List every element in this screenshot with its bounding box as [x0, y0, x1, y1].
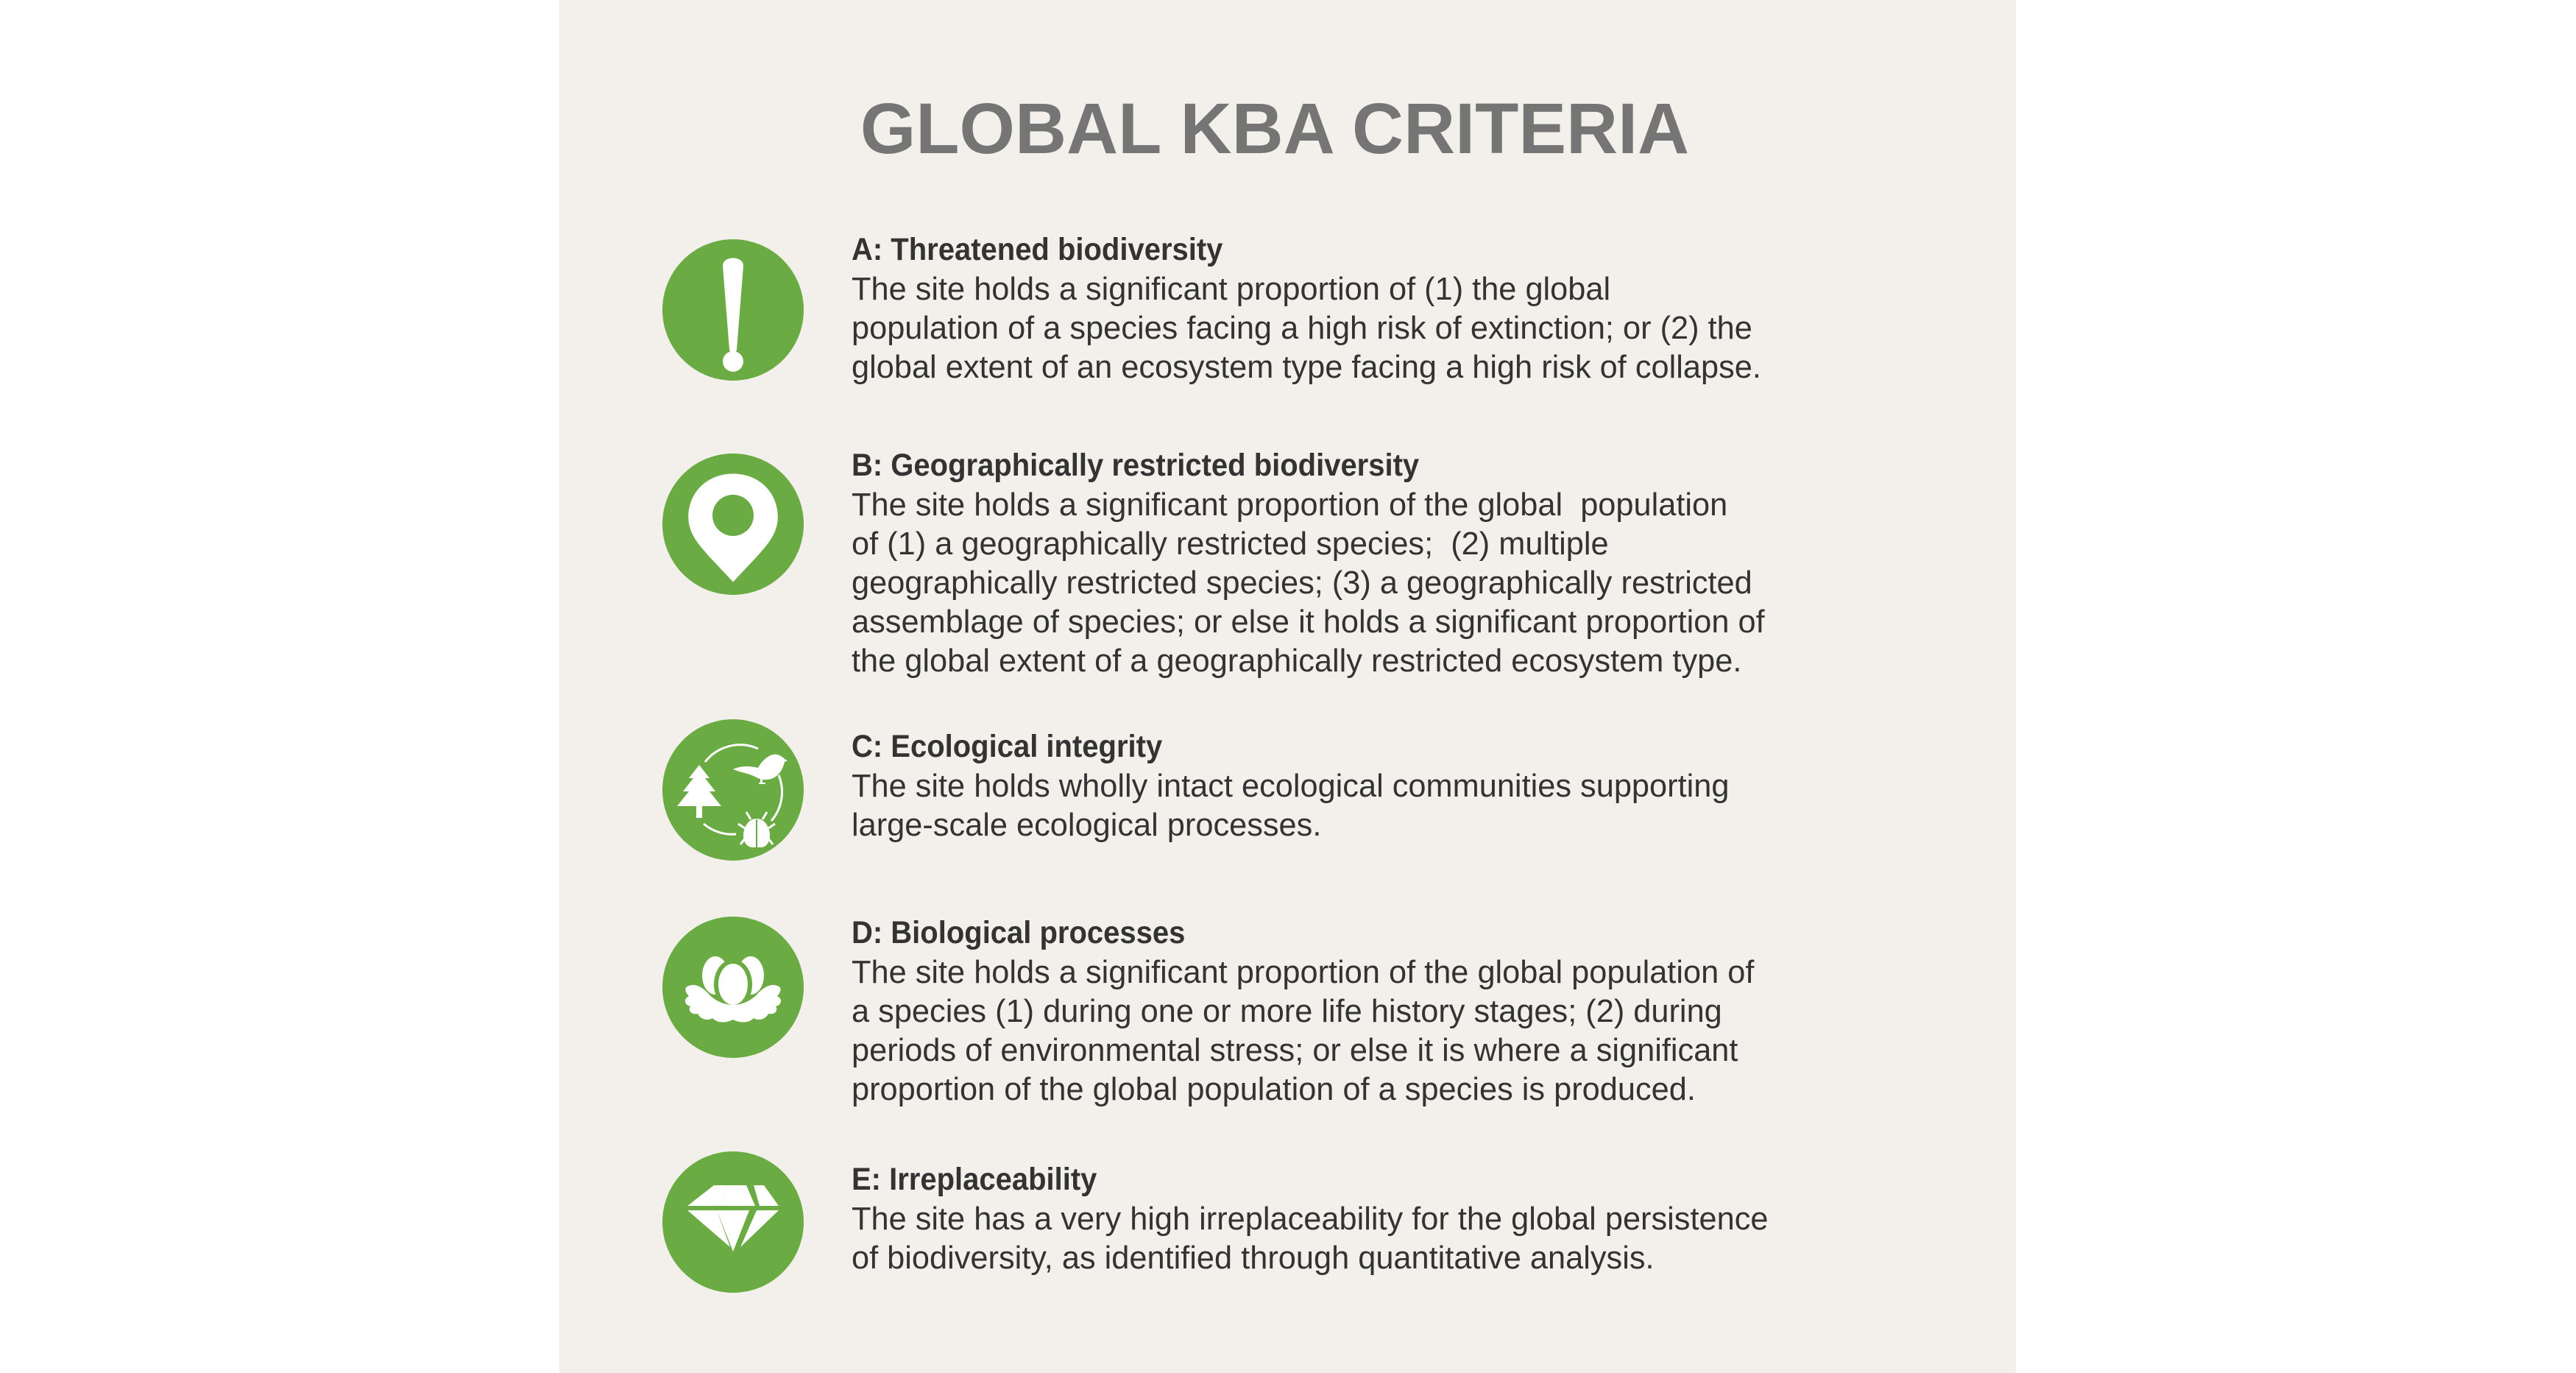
exclamation-icon: [662, 239, 804, 381]
criterion-d-heading: D: Biological processes: [852, 915, 1186, 950]
criterion-e: [852, 1160, 1956, 1277]
criterion-b-badge: [662, 453, 804, 595]
beetle-icon: [738, 812, 775, 847]
page-title: GLOBAL KBA CRITERIA: [860, 88, 1690, 169]
criterion-b-text-line: of (1) a geographically restricted species; (2) multiple: [852, 526, 1609, 562]
criterion-b-text-line: The site holds a significant proportion of the global population: [852, 487, 1728, 523]
criterion-b-heading: B: Geographically restricted biodiversity: [852, 448, 1420, 483]
criterion-d-badge: [662, 917, 804, 1058]
criterion-e-text-line: of biodiversity, as identified through quantitative analysis.: [852, 1240, 1655, 1276]
tree-icon: [677, 765, 721, 818]
criterion-b-text-line: assemblage of species; or else it holds a significant proportion of: [852, 604, 1765, 640]
criterion-b: [852, 446, 1956, 680]
criterion-a-text-line: global extent of an ecosystem type facing a high risk of collapse.: [852, 349, 1761, 385]
criterion-c-text-line: The site holds wholly intact ecological communities supporting: [852, 768, 1730, 804]
criterion-d-text-line: a species (1) during one or more life history stages; (2) during: [852, 993, 1722, 1029]
ecosystem-cycle-icon: [662, 719, 804, 861]
criterion-a: [852, 230, 1956, 387]
criterion-b-text-line: geographically restricted species; (3) a geographically restricted: [852, 565, 1752, 601]
criterion-c: [852, 727, 1956, 844]
criterion-d-text-line: The site holds a significant proportion of the global population of: [852, 954, 1755, 990]
criterion-e-text-line: The site has a very high irreplaceability for the global persistence: [852, 1201, 1769, 1237]
eggs-in-nest-icon: [662, 917, 804, 1058]
criterion-a-text-line: population of a species facing a high risk of extinction; or (2) the: [852, 310, 1752, 346]
criterion-d-text-line: periods of environmental stress; or else it is where a significant: [852, 1032, 1738, 1068]
criterion-a-heading: A: Threatened biodiversity: [852, 232, 1223, 267]
criterion-e-heading: E: Irreplaceability: [852, 1162, 1097, 1197]
criterion-d-text-line: proportion of the global population of a species is produced.: [852, 1071, 1696, 1107]
criterion-d: [852, 914, 1956, 1109]
criterion-e-badge: [662, 1151, 804, 1293]
map-pin-icon: [662, 453, 804, 595]
criterion-c-text-line: large-scale ecological processes.: [852, 807, 1322, 843]
diamond-icon: [662, 1151, 804, 1293]
criterion-a-text-line: The site holds a significant proportion of (1) the global: [852, 271, 1611, 307]
criterion-c-heading: C: Ecological integrity: [852, 729, 1163, 764]
criterion-a-badge: [662, 239, 804, 381]
criterion-b-text-line: the global extent of a geographically restricted ecosystem type.: [852, 643, 1742, 679]
criterion-c-badge: [662, 719, 804, 861]
